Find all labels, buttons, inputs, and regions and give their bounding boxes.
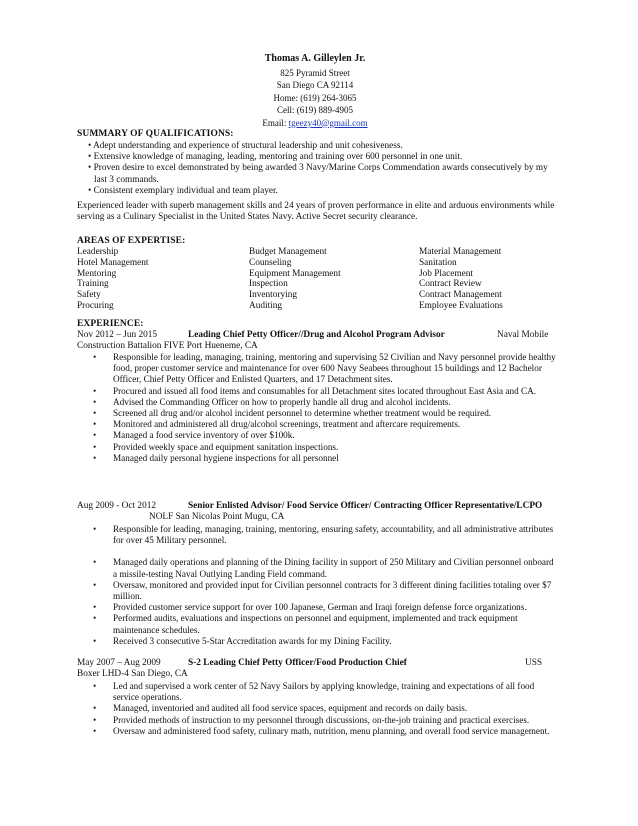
expertise-item: Inventorying [249,290,298,301]
bullet-icon: • [93,430,97,441]
experience-title: EXPERIENCE: [77,319,144,329]
job-bullets-1 [77,352,557,464]
bullet-item: • Managed, inventoried and audited all food service spaces, equipment and records on daily basis. [93,703,468,714]
bullet-item: • Responsible for leading, managing, training, mentoring and supervising 52 Civilian and Navy personnel provide healthy food, proper customer service and maintenance for over 600 Navy Seabees throughout 15 buildings and 12 Bachelor Officer, Chief Petty Officer and Enlisted Quarters, and 17 Detachment sites. [93,352,556,385]
bullet-item: • Advised the Commanding Officer on how to properly handle all drug and alcohol incidents. [93,396,451,407]
summary-paragraph: Experienced leader with superb management skills and 24 years of proven performance in elite and arduous environments while serving as a Culinary Specialist in the United States Navy. Active Secret security clearance. [77,201,555,223]
bullet-item: • Provided customer service support for over 100 Japanese, German and Iraqi foreign defense force organizations. [93,602,527,613]
job-header-3 [77,658,557,680]
bullet-icon: • [93,385,97,396]
home-phone: Home: (619) 264-3065 [273,92,357,103]
expertise-grid [77,247,537,312]
expertise-item: Contract Management [419,290,502,301]
bullet-icon: • [93,635,97,646]
bullet-icon: • [93,524,97,534]
job-header-2 [77,501,557,523]
bullet-icon: • [93,408,97,419]
job-role: S-2 Leading Chief Petty Officer/Food Production Chief [188,658,407,668]
bullet-item: • Managed daily operations and planning of the Dining facility in support of 250 Military and Civilian personnel onboard a missile-testing Naval Outlying Landing Field command. [93,557,554,579]
bullet-icon: • [93,452,97,463]
expertise-item: Counseling [249,257,292,268]
summary-item: • Proven desire to excel demonstrated by being awarded 3 Navy/Marine Corps Commendation awards consecutively by my last 3 commands. [88,163,548,185]
job-dates: May 2007 – Aug 2009 [77,658,161,668]
expertise-item: Material Management [419,247,502,257]
contact-header [200,52,430,129]
summary-item: • Adept understanding and experience of structural leadership and unit cohesiveness. [88,141,403,151]
bullet-icon: • [93,703,97,714]
bullet-item: • Oversaw, monitored and provided input for Civilian personnel contracts for 3 different dining facilities totaling over $7 million. [93,579,552,602]
summary-item: • Consistent exemplary individual and team player. [88,185,278,196]
bullet-item: • Procured and issued all food items and consumables for all Detachment sites located throughout East Asia and CA. [93,385,537,396]
email-link[interactable]: tgeezy40@gmail.com [288,117,368,128]
city-line: San Diego CA 92114 [276,80,354,91]
bullet-icon: • [93,396,97,407]
job-role: Leading Chief Petty Officer//Drug and Alcohol Program Advisor [188,330,445,340]
job-role: Senior Enlisted Advisor/ Food Service Officer/ Contracting Officer Representative/LCPO [188,501,543,511]
job-location: NOLF San Nicolas Point Mugu, CA [149,512,285,523]
expertise-title: AREAS OF EXPERTISE: [77,236,186,246]
job-org: USS [525,658,543,668]
bullet-item: • Provided weekly space and equipment sanitation inspections. [93,441,339,452]
candidate-name: Thomas A. Gilleylen Jr. [264,53,366,64]
expertise-item: Auditing [249,300,283,311]
summary-list [86,141,556,197]
bullet-icon: • [93,725,97,736]
summary-item: • Extensive knowledge of managing, leading, mentoring and training over 600 personnel in one unit. [88,152,463,163]
bullet-item: • Oversaw and administered food safety, culinary math, nutrition, menu planning, and overall food service management. [93,725,550,736]
expertise-item: Training [77,279,109,290]
bullet-item: • Monitored and administered all drug/alcohol screenings, treatment and aftercare requirements. [93,419,461,430]
expertise-item: Equipment Management [249,268,341,279]
expertise-item: Sanitation [419,257,457,268]
bullet-icon: • [93,602,97,613]
bullet-item: • Led and supervised a work center of 52 Navy Sailors by applying knowledge, training and expectations of all food service operations. [93,681,535,703]
expertise-item: Mentoring [77,268,117,279]
expertise-item: Job Placement [419,268,473,279]
bullet-item: • Received 3 consecutive 5-Star Accreditation awards for my Dining Facility. [93,635,392,646]
job-dates: Nov 2012 – Jun 2015 [77,330,158,340]
expertise-item: Safety [77,290,101,301]
expertise-item: Employee Evaluations [419,300,503,311]
cell-phone: Cell: (619) 889-4905 [277,105,353,116]
job-location: Boxer LHD-4 San Diego, CA [77,669,188,680]
expertise-item: Budget Management [249,247,327,257]
bullet-item: • Screened all drug and/or alcohol incident personnel to determine whether treatment would be required. [93,408,492,419]
job-dates: Aug 2009 - Oct 2012 [77,501,157,511]
bullet-item: • Managed a food service inventory of over $100k. [93,430,295,441]
job-org: Naval Mobile [497,330,549,340]
bullet-icon: • [93,681,97,691]
expertise-item: Procuring [77,300,114,311]
expertise-item: Hotel Management [77,257,149,268]
bullet-item: • Managed daily personal hygiene inspections for all personnel [93,452,339,463]
expertise-item: Inspection [249,279,288,290]
expertise-item: Leadership [77,247,119,257]
job-bullets-3 [77,681,557,737]
bullet-item: • Performed audits, evaluations and inspections on personnel and equipment, implemented and track equipment maintenance schedules. [93,613,518,635]
bullet-icon: • [93,352,97,362]
email-line [200,117,430,129]
summary-title: SUMMARY OF QUALIFICATIONS: [77,129,234,139]
expertise-item: Contract Review [419,279,482,290]
bullet-icon: • [93,714,97,725]
email-label: Email: [262,117,289,128]
bullet-item: • Responsible for leading, managing, training, mentoring, ensuring safety, accountability, and all administrative attributes for over 45 Military personnel. [93,524,554,546]
job-location: Construction Battalion FIVE Port Hueneme, CA [77,341,258,352]
job-header-1 [77,330,557,352]
bullet-icon: • [93,419,97,430]
bullet-icon: • [93,441,97,452]
job-bullets-2 [77,524,557,647]
bullet-item: • Provided methods of instruction to my personnel through discussions, on-the-job training and practical exercises. [93,714,530,725]
bullet-icon: • [93,579,97,590]
bullet-icon: • [93,613,97,624]
bullet-icon: • [93,557,97,568]
street-address: 825 Pyramid Street [280,68,350,78]
